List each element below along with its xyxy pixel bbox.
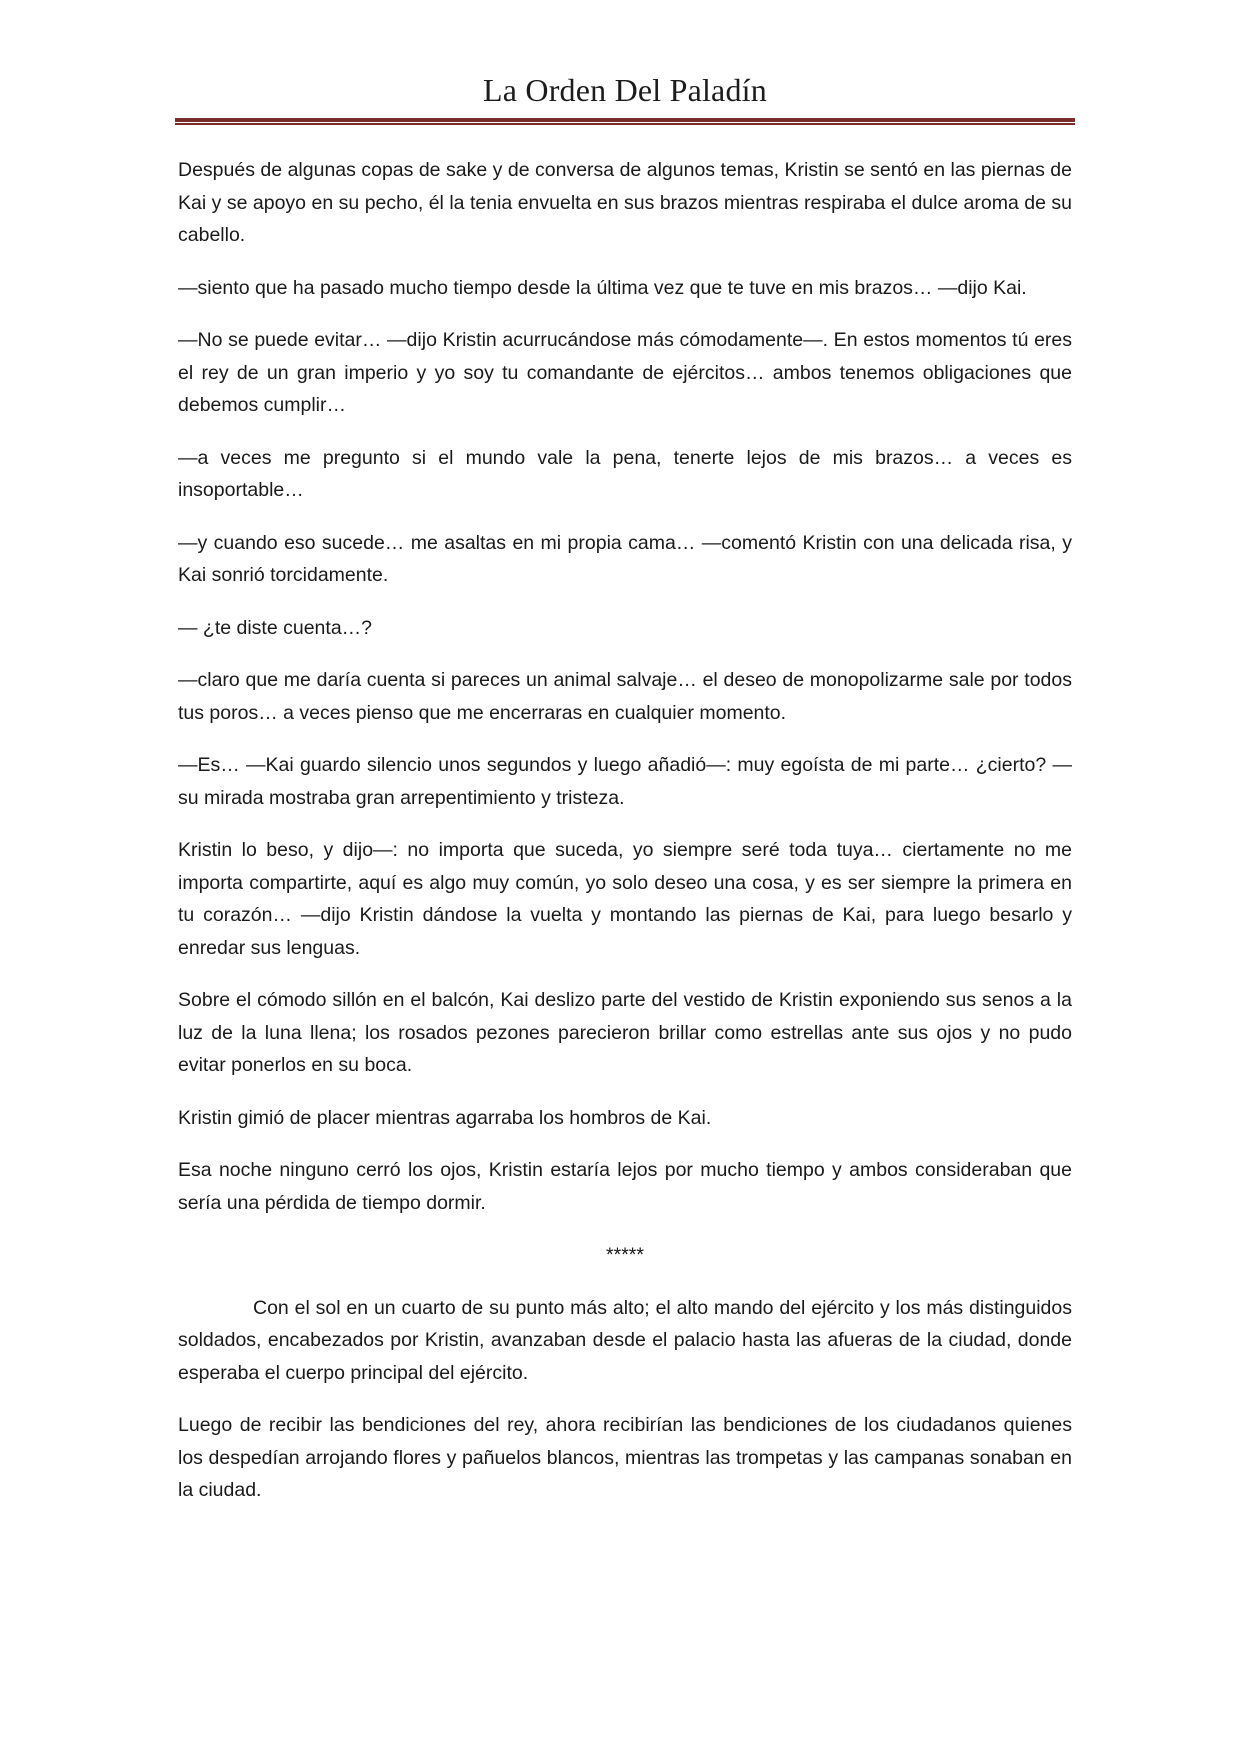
body-text — [178, 154, 1072, 1527]
header-rule-thin — [175, 123, 1075, 125]
paragraph: —Es… —Kai guardo silencio unos segundos y luego añadió—: muy egoísta de mi parte… ¿cierto? —su mirada mostraba gran arrepentimiento y tristeza. — [178, 754, 1072, 809]
page-header — [175, 70, 1075, 110]
paragraph: —siento que ha pasado mucho tiempo desde la última vez que te tuve en mis brazos… —dijo Kai. — [178, 276, 1027, 299]
paragraph: —a veces me pregunto si el mundo vale la pena, tenerte lejos de mis brazos… a veces es insoportable… — [178, 446, 1072, 501]
paragraph: Kristin lo beso, y dijo—: no importa que suceda, yo siempre seré toda tuya… ciertamente no me importa compartirte, aquí es algo muy común, yo solo deseo una cosa, y es ser siempre la primera en tu corazón… —dijo Kristin dándose la vuelta y montando las piernas de Kai, para luego besarlo y enredar sus lenguas. — [178, 839, 1072, 959]
paragraph: Luego de recibir las bendiciones del rey, ahora recibirían las bendiciones de los ciudadanos quienes los despedían arrojando flores y pañuelos blancos, mientras las trompetas y las campanas sonaban en la ciudad. — [178, 1414, 1072, 1501]
header-rule-thick — [175, 118, 1075, 122]
page-title: La Orden Del Paladín — [483, 72, 767, 108]
paragraph: —No se puede evitar… —dijo Kristin acurrucándose más cómodamente—. En estos momentos tú eres el rey de un gran imperio y yo soy tu comandante de ejércitos… ambos tenemos obligaciones que debemos cumplir… — [178, 329, 1072, 416]
paragraph: Sobre el cómodo sillón en el balcón, Kai deslizo parte del vestido de Kristin exponiendo sus senos a la luz de la luna llena; los rosados pezones parecieron brillar como estrellas ante sus ojos y no pudo evitar ponerlos en su boca. — [178, 989, 1072, 1076]
paragraph: Kristin gimió de placer mientras agarraba los hombros de Kai. — [178, 1106, 712, 1129]
section-separator: ***** — [606, 1244, 644, 1266]
paragraph: Después de algunas copas de sake y de conversa de algunos temas, Kristin se sentó en las piernas de Kai y se apoyo en su pecho, él la tenia envuelta en sus brazos mientras respiraba el dulce aroma de su cabello. — [178, 159, 1072, 246]
header-rule — [175, 118, 1075, 125]
paragraph: —y cuando eso sucede… me asaltas en mi propia cama… —comentó Kristin con una delicada risa, y Kai sonrió torcidamente. — [178, 531, 1072, 586]
paragraph: — ¿te diste cuenta…? — [178, 616, 373, 639]
paragraph: —claro que me daría cuenta si pareces un animal salvaje… el deseo de monopolizarme sale por todos tus poros… a veces pienso que me encerraras en cualquier momento. — [178, 669, 1072, 724]
paragraph: Con el sol en un cuarto de su punto más alto; el alto mando del ejército y los más distinguidos soldados, encabezados por Kristin, avanzaban desde el palacio hasta las afueras de la ciudad, donde esperaba el cuerpo principal del ejército. — [178, 1296, 1072, 1384]
paragraph: Esa noche ninguno cerró los ojos, Kristin estaría lejos por mucho tiempo y ambos consideraban que sería una pérdida de tiempo dormir. — [178, 1159, 1072, 1214]
